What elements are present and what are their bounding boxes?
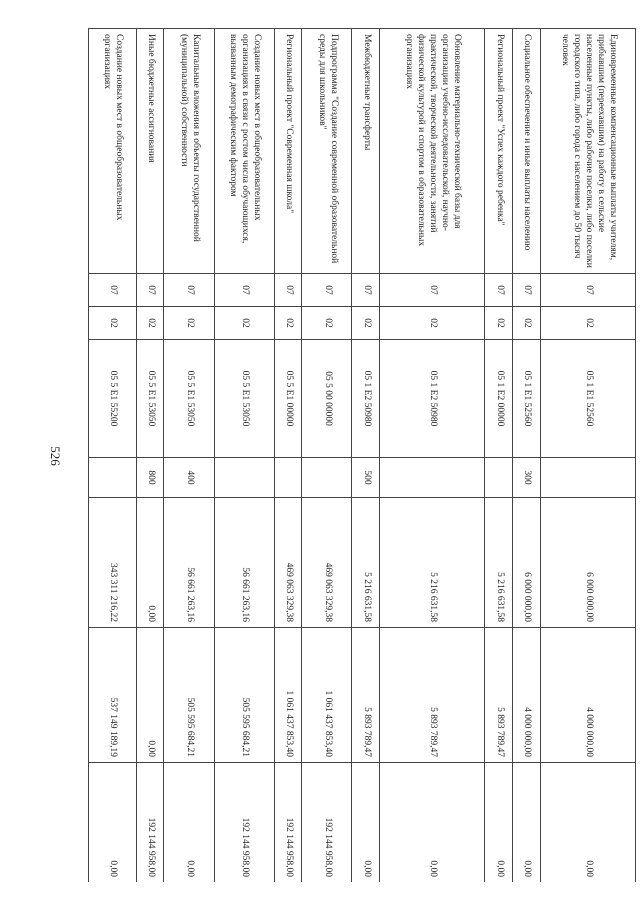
amount-year-2: 1 061 437 853,40	[274, 628, 302, 763]
amount-year-3: 192 144 958,00	[302, 763, 352, 883]
expense-type	[302, 458, 352, 498]
subsection-code: 02	[89, 307, 137, 340]
target-article: 05 1 E1 52560	[513, 340, 541, 458]
amount-year-1: 5 216 631,58	[485, 498, 513, 628]
amount-year-1: 5 216 631,58	[352, 498, 380, 628]
amount-year-2: 537 149 189,19	[89, 628, 137, 763]
section-code: 07	[89, 274, 137, 307]
target-article: 05 1 E2 00000	[485, 340, 513, 458]
section-code: 07	[136, 274, 164, 307]
amount-year-2: 5 893 789,47	[352, 628, 380, 763]
target-article: 05 5 E1 55200	[89, 340, 137, 458]
amount-year-1: 5 216 631,58	[380, 498, 485, 628]
amount-year-1: 469 063 329,38	[274, 498, 302, 628]
table-row	[274, 29, 302, 883]
amount-year-3: 0,00	[540, 763, 635, 883]
amount-year-1: 6 000 000,00	[540, 498, 635, 628]
subsection-code: 02	[214, 307, 274, 340]
table-row	[352, 29, 380, 883]
target-article: 05 5 00 00000	[302, 340, 352, 458]
expense-type: 500	[352, 458, 380, 498]
row-name: Региональный проект "Современная школа"	[274, 29, 302, 274]
target-article: 05 5 E1 53050	[164, 340, 214, 458]
subsection-code: 02	[136, 307, 164, 340]
budget-table-container	[88, 28, 636, 882]
amount-year-3: 192 144 958,00	[136, 763, 164, 883]
expense-type	[540, 458, 635, 498]
row-name: Социальное обеспечение и иные выплаты населению	[513, 29, 541, 274]
section-code: 07	[540, 274, 635, 307]
row-name: Региональный проект "Успех каждого ребенка"	[485, 29, 513, 274]
amount-year-2: 0,00	[136, 628, 164, 763]
table-row	[485, 29, 513, 883]
amount-year-1: 56 661 263,16	[164, 498, 214, 628]
amount-year-2: 5 893 789,47	[380, 628, 485, 763]
amount-year-3: 0,00	[164, 763, 214, 883]
section-code: 07	[485, 274, 513, 307]
expense-type	[214, 458, 274, 498]
section-code: 07	[352, 274, 380, 307]
section-code: 07	[274, 274, 302, 307]
amount-year-3: 0,00	[513, 763, 541, 883]
amount-year-2: 4 000 000,00	[513, 628, 541, 763]
row-name: Создание новых мест в общеобразовательных организациях в связи с ростом числа обучающихся, вызванным демографическим фактором	[214, 29, 274, 274]
section-code: 07	[513, 274, 541, 307]
budget-table	[88, 28, 636, 882]
row-name: Подпрограмма "Создание современной образовательной среды для школьников"	[302, 29, 352, 274]
expense-type	[485, 458, 513, 498]
subsection-code: 02	[513, 307, 541, 340]
expense-type: 300	[513, 458, 541, 498]
amount-year-1: 6 000 000,00	[513, 498, 541, 628]
target-article: 05 5 E1 53050	[136, 340, 164, 458]
amount-year-3: 0,00	[89, 763, 137, 883]
subsection-code: 02	[352, 307, 380, 340]
section-code: 07	[214, 274, 274, 307]
table-row	[164, 29, 214, 883]
subsection-code: 02	[380, 307, 485, 340]
subsection-code: 02	[485, 307, 513, 340]
expense-type	[89, 458, 137, 498]
table-row	[540, 29, 635, 883]
amount-year-2: 4 000 000,00	[540, 628, 635, 763]
amount-year-2: 5 893 789,47	[485, 628, 513, 763]
target-article: 05 1 E1 52560	[540, 340, 635, 458]
table-row	[513, 29, 541, 883]
table-row	[214, 29, 274, 883]
row-name: Создание новых мест в общеобразовательных организациях	[89, 29, 137, 274]
section-code: 07	[164, 274, 214, 307]
expense-type	[274, 458, 302, 498]
section-code: 07	[302, 274, 352, 307]
row-name: Межбюджетные трансферты	[352, 29, 380, 274]
amount-year-3: 0,00	[352, 763, 380, 883]
subsection-code: 02	[302, 307, 352, 340]
expense-type	[380, 458, 485, 498]
amount-year-2: 505 595 684,21	[214, 628, 274, 763]
amount-year-1: 0,00	[136, 498, 164, 628]
table-row	[136, 29, 164, 883]
subsection-code: 02	[274, 307, 302, 340]
amount-year-2: 1 061 437 853,40	[302, 628, 352, 763]
amount-year-1: 56 661 263,16	[214, 498, 274, 628]
subsection-code: 02	[540, 307, 635, 340]
target-article: 05 1 E2 50980	[380, 340, 485, 458]
amount-year-2: 505 595 684,21	[164, 628, 214, 763]
target-article: 05 5 E1 00000	[274, 340, 302, 458]
subsection-code: 02	[164, 307, 214, 340]
row-name: Иные бюджетные ассигнования	[136, 29, 164, 274]
table-row	[89, 29, 137, 883]
amount-year-3: 192 144 958,00	[214, 763, 274, 883]
row-name: Капитальные вложения в объекты государственной (муниципальной) собственности	[164, 29, 214, 274]
section-code: 07	[380, 274, 485, 307]
row-name: Обновление материально-технической базы для организации учебно-исследовательской, научно-практической, творческой деятельности, занятий физической культурой и спортом в образовательных организациях	[380, 29, 485, 274]
amount-year-1: 469 063 329,38	[302, 498, 352, 628]
table-row	[380, 29, 485, 883]
table-row	[302, 29, 352, 883]
amount-year-3: 0,00	[380, 763, 485, 883]
target-article: 05 1 E2 50980	[352, 340, 380, 458]
amount-year-3: 0,00	[485, 763, 513, 883]
expense-type: 400	[164, 458, 214, 498]
table-body	[89, 29, 636, 883]
expense-type: 800	[136, 458, 164, 498]
amount-year-1: 343 311 216,22	[89, 498, 137, 628]
amount-year-3: 192 144 958,00	[274, 763, 302, 883]
row-name: Единовременные компенсационные выплаты учителям, прибывшим (переехавшим) на работу в сельские населенные пункты, либо рабочие поселки, либо поселки городского типа, либо города с населением до 50 тысяч человек	[540, 29, 635, 274]
target-article: 05 5 E1 53050	[214, 340, 274, 458]
page-number: 526	[48, 446, 63, 466]
